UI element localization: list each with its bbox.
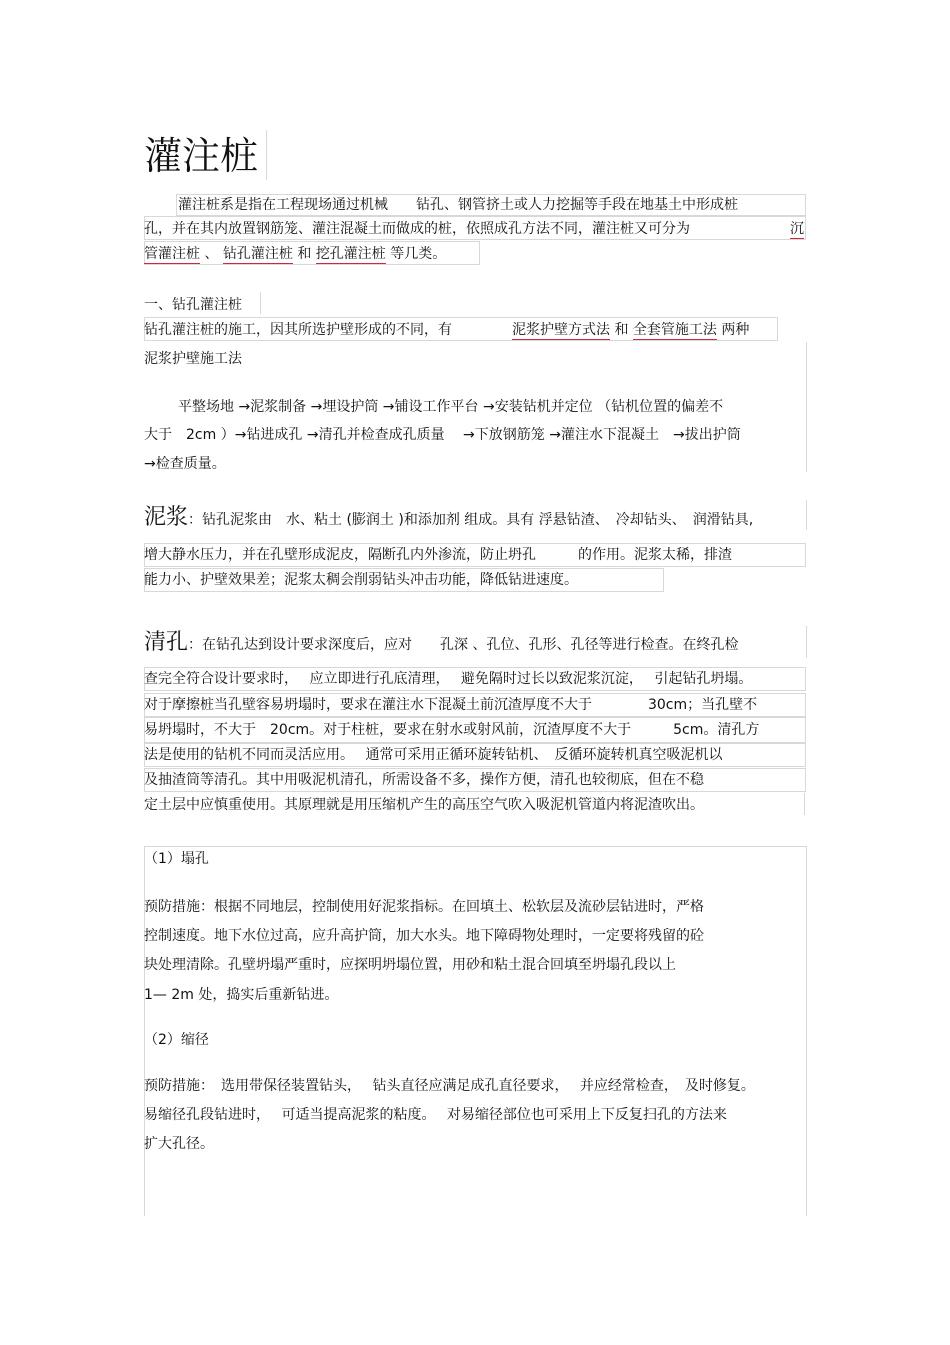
frame-line <box>806 500 807 530</box>
frame-line <box>144 846 806 847</box>
mud-line-3: 能力小、护壁效果差；泥浆太稠会削弱钻头冲击功能，降低钻进速度。 <box>144 572 578 588</box>
intro-line-1: 灌注桩系是指在工程现场通过机械 钻孔、钢管挤土或人力挖掘等手段在地基土中形成桩 <box>178 197 738 213</box>
term-mud-wall: 泥浆护壁方式法 <box>512 322 610 338</box>
clean-line-6: 及抽渣筒等清孔。其中用吸泥机清孔，所需设备不多，操作方便，清孔也较彻底，但在不稳 <box>144 772 704 788</box>
clean-line-5: 法是使用的钻机不同而灵活应用。 通常可采用正循环旋转钻机、 反循环旋转机真空吸泥机以 <box>144 747 723 763</box>
underlined-term: 沉 <box>790 221 804 237</box>
sec1-methods <box>512 321 749 339</box>
collapse-line-2: 控制速度。地下水位过高，应升高护筒，加大水头。地下障碍物处理时，一定要将残留的砼 <box>144 928 704 944</box>
page-title: 灌注桩 <box>144 134 259 178</box>
frame-line <box>806 342 807 472</box>
frame-line <box>260 292 261 314</box>
collapse-line-1: 预防措施：根据不同地层，控制使用好泥浆指标。在回填土、松软层及流砂层钻进时，严格 <box>144 899 704 915</box>
shrink-line-1: 预防措施： 选用带保径装置钻头， 钻头直径应满足成孔直径要求， 并应经常检查， 及时修复。 <box>144 1078 755 1094</box>
shrink-line-2: 易缩径孔段钻进时， 可适当提高泥浆的粘度。 对易缩径部位也可采用上下反复扫孔的方法来 <box>144 1107 727 1123</box>
frame-line <box>806 626 807 658</box>
connector: 和 <box>297 246 312 262</box>
connector: 和 <box>614 322 629 338</box>
mud-text-1: ：钻孔泥浆由 水、粘土 (膨润土 )和添加剂 组成。具有 浮悬钻渣、 冷却钻头、 润滑钻具, <box>188 512 754 528</box>
mud-line-1 <box>144 505 753 531</box>
clean-line-4: 易坍塌时，不大于 20cm。对于柱桩，要求在射水或射风前，沉渣厚度不大于 5cm。清孔方 <box>144 722 760 738</box>
collapse-line-4: 1— 2m 处，捣实后重新钻进。 <box>144 987 339 1003</box>
intro-tail: 等几类。 <box>390 246 447 262</box>
collapse-line-3: 块处理清除。孔壁坍塌严重时，应探明坍塌位置，用砂和粘土混合回填至坍塌孔段以上 <box>144 957 676 973</box>
term-zuankong: 钻孔灌注桩 <box>222 246 293 262</box>
intro-term-chen <box>790 220 804 238</box>
mud-term: 泥浆 <box>144 505 189 530</box>
section-heading: 一、钻孔灌注桩 <box>144 297 242 313</box>
clean-term: 清孔 <box>144 630 189 655</box>
frame-line <box>806 846 807 1216</box>
frame-line <box>266 130 267 180</box>
flow-line-2: 大于 2cm ）→钻进成孔 →清孔并检查成孔质量 →下放钢筋笼 →灌注水下混凝土 →拔出护筒 <box>144 427 741 443</box>
separator: 、 <box>204 246 219 262</box>
clean-line-2: 查完全符合设计要求时， 应立即进行孔底清理， 避免隔时过长以致泥浆沉淀， 引起钻孔坍塌。 <box>144 671 753 687</box>
sec1-line-2: 泥浆护壁施工法 <box>144 351 242 367</box>
flow-line-1: 平整场地 →泥浆制备 →埋设护筒 →铺设工作平台 →安装钻机并定位 （钻机位置的偏差不 <box>178 399 724 415</box>
intro-line-2: 孔，并在其内放置钢筋笼、灌注混凝土而做成的桩，依照成孔方法不同，灌注桩又可分为 <box>144 221 690 237</box>
clean-line-3: 对于摩擦桩当孔壁容易坍塌时，要求在灌注水下混凝土前沉渣厚度不大于 30cm；当孔壁不 <box>144 697 758 713</box>
clean-line-1 <box>144 630 738 656</box>
term-chenguan: 管灌注桩 <box>144 246 200 262</box>
clean-text-1: ：在钻孔达到设计要求深度后，应对 孔深 、孔位、孔形、孔径等进行检查。在终孔检 <box>188 637 739 653</box>
sec1-line-1: 钻孔灌注桩的施工，因其所选护壁形成的不同，有 <box>144 322 452 338</box>
intro-line-3 <box>144 245 446 263</box>
term-full-casing: 全套管施工法 <box>632 322 717 338</box>
frame-line <box>804 793 805 815</box>
term-wakong: 挖孔灌注桩 <box>315 246 386 262</box>
collapse-heading: （1）塌孔 <box>144 851 209 867</box>
flow-line-3: →检查质量。 <box>144 456 226 472</box>
clean-line-7: 定土层中应慎重使用。其原理就是用压缩机产生的高压空气吹入吸泥机管道内将泥渣吹出。 <box>144 797 704 813</box>
shrink-heading: （2）缩径 <box>144 1032 209 1048</box>
shrink-line-3: 扩大孔径。 <box>144 1136 214 1152</box>
sec1-tail: 两种 <box>721 322 750 338</box>
mud-line-2: 增大静水压力，并在孔壁形成泥皮，隔断孔内外渗流，防止坍孔 的作用。泥浆太稀，排渣 <box>144 547 732 563</box>
